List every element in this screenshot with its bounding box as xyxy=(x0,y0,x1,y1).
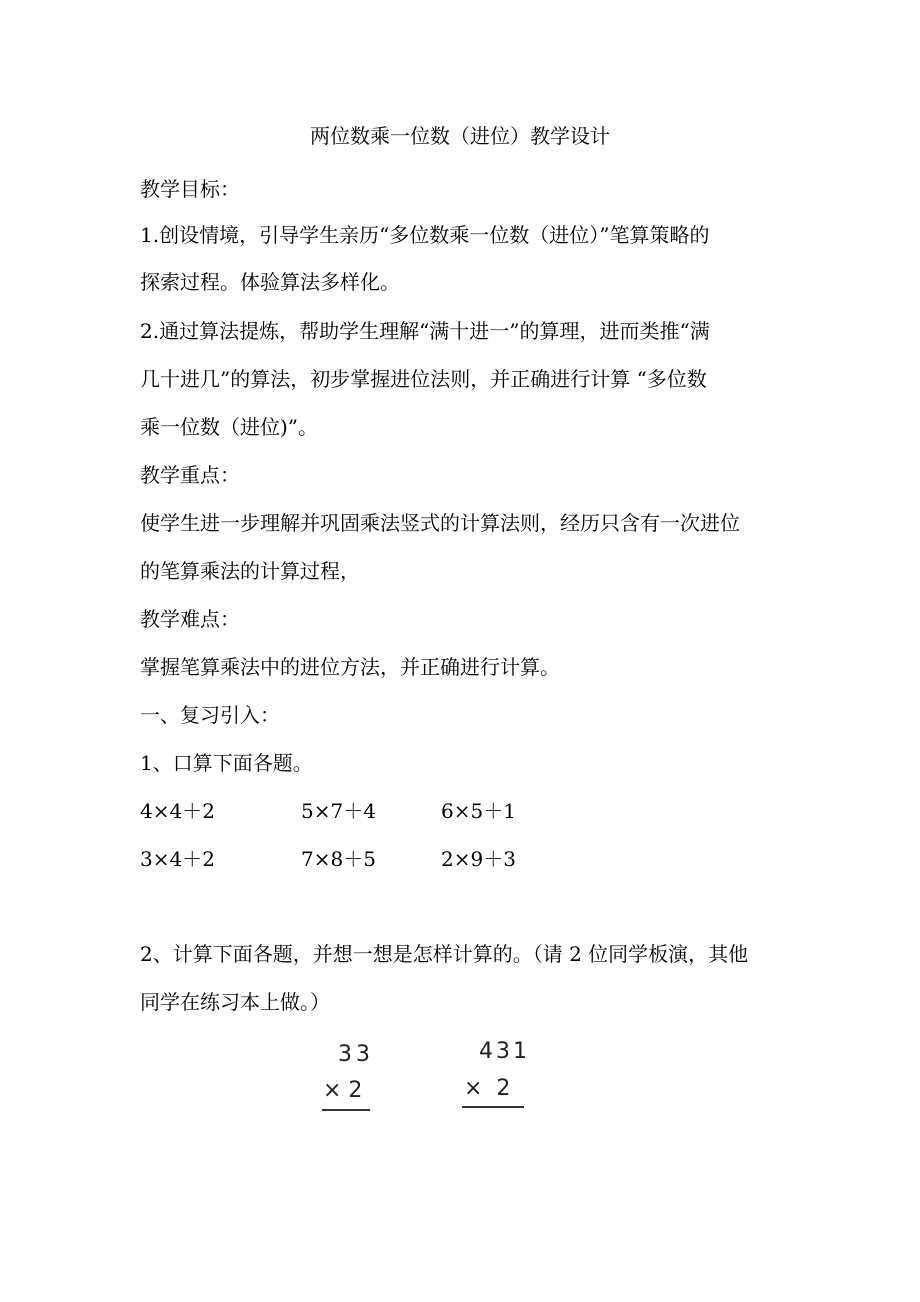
vertical-1-underline xyxy=(322,1109,370,1111)
vertical-1-multiplier: × 2 xyxy=(323,1078,363,1103)
key-points-line-1: 使学生进一步理解并巩固乘法竖式的计算法则，经历只含有一次进位 xyxy=(140,511,740,535)
vertical-2-multiplier: × 2 xyxy=(464,1076,511,1101)
mental-math-expression: 4×4＋2 xyxy=(140,799,215,823)
difficulties-heading: 教学难点： xyxy=(140,607,240,631)
key-points-line-2: 的笔算乘法的计算过程， xyxy=(140,559,360,583)
key-points-heading: 教学重点： xyxy=(140,463,240,487)
mental-math-expression: 6×5＋1 xyxy=(441,799,516,823)
mental-math-expression: 7×8＋5 xyxy=(301,847,376,871)
goal-2-line-3: 乘一位数（进位)”。 xyxy=(140,415,319,439)
goal-1-line-1: 1.创设情境，引导学生亲历“多位数乘一位数（进位）”笔算策略的 xyxy=(140,223,710,247)
vertical-2-top-number: 431 xyxy=(479,1039,530,1064)
difficulties-line-1: 掌握笔算乘法中的进位方法，并正确进行计算。 xyxy=(140,655,560,679)
review-heading: 一、复习引入： xyxy=(140,703,280,727)
mental-math-expression: 2×9＋3 xyxy=(441,847,516,871)
mental-math-expression: 5×7＋4 xyxy=(301,799,376,823)
document-title: 两位数乘一位数（进位）教学设计 xyxy=(310,124,610,148)
question-2-line-1: 2、计算下面各题，并想一想是怎样计算的。（请 2 位同学板演，其他 xyxy=(140,942,749,966)
mental-math-expression: 3×4＋2 xyxy=(140,847,215,871)
vertical-2-underline xyxy=(462,1106,524,1108)
question-2-line-2: 同学在练习本上做。） xyxy=(140,990,330,1014)
goals-heading: 教学目标： xyxy=(140,177,240,201)
vertical-1-top-number: 33 xyxy=(338,1042,374,1067)
question-1: 1、口算下面各题。 xyxy=(140,751,313,775)
goal-2-line-1: 2.通过算法提炼，帮助学生理解“满十进一”的算理，进而类推“满 xyxy=(140,319,710,343)
goal-1-line-2: 探索过程。体验算法多样化。 xyxy=(140,270,400,294)
goal-2-line-2: 几十进几”的算法，初步掌握进位法则，并正确进行计算 “多位数 xyxy=(140,367,707,391)
